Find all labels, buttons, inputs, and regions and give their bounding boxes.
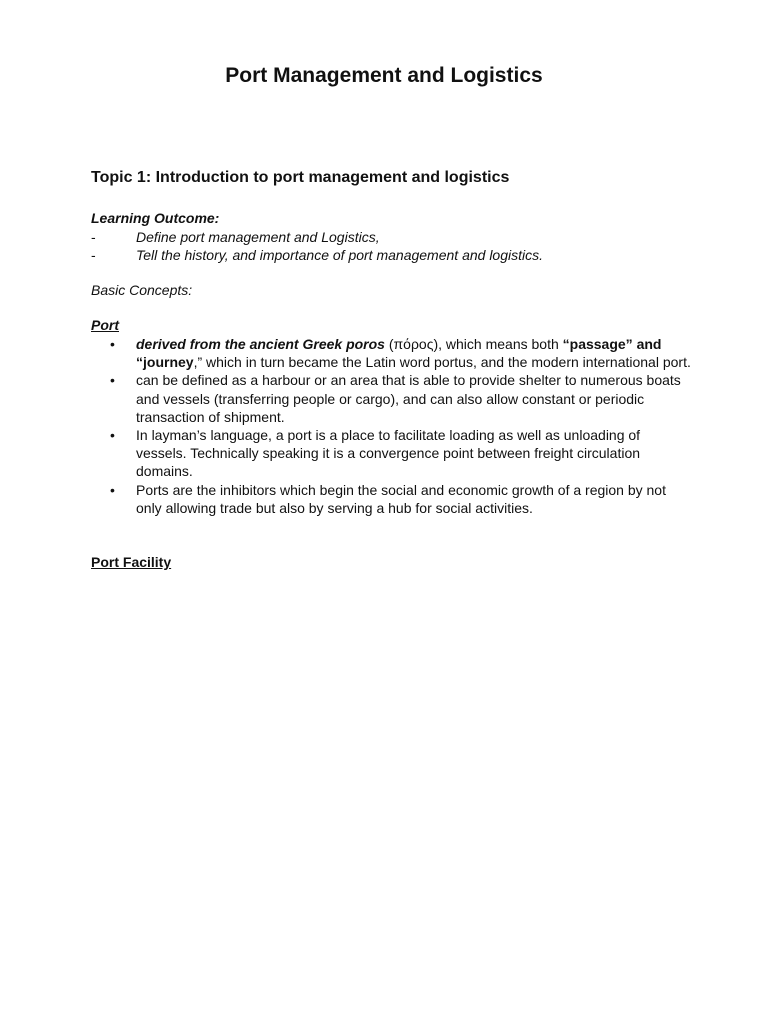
port-facility-heading: Port Facility bbox=[91, 554, 172, 570]
port-bullet-item bbox=[91, 481, 691, 517]
bullet-icon: • bbox=[110, 427, 115, 444]
bullet-text: can be defined as a harbour or an area that is able to provide shelter to numerous boats and vessels (transferring people or cargo), and can also allow constant or periodic transaction of shipment. bbox=[136, 372, 681, 425]
bullet-icon: • bbox=[110, 372, 115, 389]
learning-outcome-item bbox=[91, 246, 543, 264]
bullet-text: In layman’s language, a port is a place to facilitate loading as well as unloading of vessels. Technically speaking it is a convergence point between freight circulation domains. bbox=[136, 427, 641, 480]
port-bullet-list bbox=[91, 335, 691, 517]
learning-outcome-list bbox=[91, 228, 543, 264]
bullet-icon: • bbox=[110, 481, 115, 498]
bullet-text: ,” which in turn became the Latin word portus, and the modern international port. bbox=[193, 354, 691, 371]
basic-concepts-label: Basic Concepts: bbox=[91, 282, 193, 298]
bullet-bold-text: “passage” and “journey bbox=[136, 336, 662, 371]
bullet-icon: • bbox=[110, 336, 115, 352]
bullet-text: Ports are the inhibitors which begin the social and economic growth of a region by not only allowing trade but also by serving a hub for social activities. bbox=[136, 481, 666, 516]
port-bullet-item bbox=[91, 371, 691, 426]
dash-marker: - bbox=[91, 247, 96, 263]
port-bullet-item bbox=[91, 335, 691, 371]
dash-marker: - bbox=[91, 229, 96, 245]
port-bullet-item bbox=[91, 426, 691, 481]
port-heading: Port bbox=[91, 317, 119, 333]
document-title: Port Management and Logistics bbox=[225, 64, 543, 87]
learning-outcome-item bbox=[91, 228, 543, 246]
topic-heading: Topic 1: Introduction to port management and logistics bbox=[91, 169, 510, 186]
bullet-text: (πόρος), which means both bbox=[384, 336, 563, 352]
learning-outcome-text: Define port management and Logistics, bbox=[136, 229, 380, 245]
bullet-bold-italic-text: derived from the ancient Greek poros bbox=[136, 336, 385, 352]
learning-outcome-text: Tell the history, and importance of port management and logistics. bbox=[136, 247, 543, 263]
learning-outcome-heading: Learning Outcome: bbox=[91, 210, 220, 226]
